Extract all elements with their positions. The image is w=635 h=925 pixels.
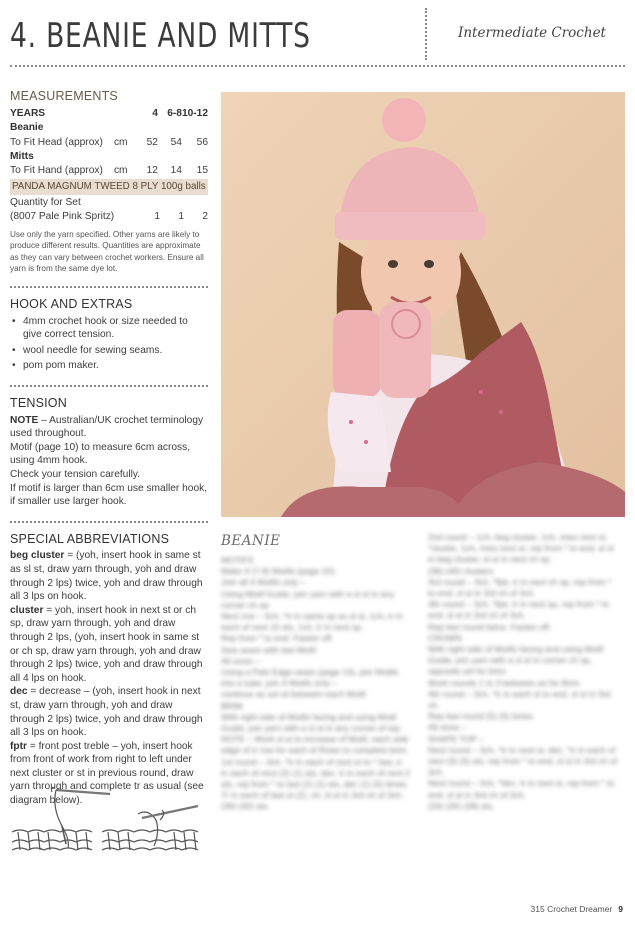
- measurements-table: [10, 107, 208, 178]
- abbreviation-term: fptr: [10, 740, 27, 752]
- abbreviation-text: = (yoh, insert hook in same st as sl st, draw yarn through, yoh and draw through 2 lps) twice, yoh and draw through all 3 lps on hook.: [10, 550, 203, 603]
- value-cell: 1: [178, 211, 184, 223]
- model-photo: [221, 92, 625, 517]
- instruction-line: 3rd round – 3ch, *fptr, tr in next ch sp, rep from * to end, sl st in 3rd ch of 3ch.: [428, 576, 612, 599]
- instruction-line: Work rounds 1 to 3 between as for Brim.: [428, 677, 582, 688]
- abbreviation-text: = front post treble – yoh, insert hook from front of work from right to left under next cluster or st in previous round, draw yarn through and complete tr as usual (see diagram below).: [10, 740, 204, 807]
- value-cell: 15: [196, 165, 208, 177]
- abbreviations-list: [10, 549, 208, 807]
- value-cell: 1: [154, 211, 160, 223]
- beanie-instructions-col2: [428, 532, 618, 812]
- instruction-line: Rep last round twice. Fasten off.: [428, 621, 552, 632]
- unit-cell: cm: [113, 165, 128, 177]
- value-cell: 12: [146, 165, 158, 177]
- note-text: – Australian/UK crochet terminology used throughout.: [10, 414, 204, 440]
- table-row: [10, 210, 208, 224]
- table-row: [10, 107, 208, 121]
- abbreviation-term: beg cluster: [10, 550, 65, 562]
- row-label: To Fit Head (approx): [10, 136, 103, 148]
- section-divider: [10, 521, 208, 523]
- quantity-table: [10, 196, 208, 225]
- left-column: [10, 90, 208, 808]
- row-label: (8007 Pale Pink Spritz): [10, 211, 115, 223]
- header-divider: [10, 65, 625, 67]
- abbreviation-term: dec: [10, 686, 28, 698]
- years-label: YEARS: [10, 107, 46, 119]
- table-row: [10, 196, 208, 210]
- instruction-line: Next round – 3ch, *tr in next st, dec, *tr in each of next (3) (5) sts, rep from * to end, sl st in 3rd ch of 3ch.: [428, 744, 618, 778]
- tension-heading: TENSION: [10, 396, 67, 411]
- value-cell: 54: [170, 136, 182, 148]
- abbreviation-term: cluster: [10, 604, 44, 616]
- footer-text: 315 Crochet Dreamer: [530, 904, 613, 914]
- instruction-line: Sew seam with last Motif.: [221, 644, 318, 655]
- note-label: NOTE: [10, 414, 39, 426]
- page-number: 9: [618, 904, 623, 914]
- skill-level: Intermediate Crochet: [458, 25, 606, 41]
- tension-line: Motif (page 10) to measure 6cm across, using 4mm hook.: [10, 441, 191, 467]
- size-cell: 10-12: [181, 107, 208, 119]
- yarn-name: PANDA MAGNUM TWEED 8 PLY 100g balls: [10, 179, 208, 195]
- instruction-line: Join all 4 Motifs only –: [221, 577, 306, 588]
- instruction-line: Next round – 3ch, *dec, tr in next st, rep from * to end, sl st in 3rd ch of 3ch.: [428, 778, 615, 800]
- instruction-line: continue as set at between each Motif.: [221, 689, 368, 700]
- instruction-line: Using Motif Guide, join yarn with a sl st in any corner ch sp.: [221, 588, 395, 610]
- header-divider-vertical: [425, 8, 427, 60]
- instruction-line: BRIM: [221, 700, 243, 711]
- hook-heading: HOOK AND EXTRAS: [10, 297, 133, 312]
- table-row: [10, 149, 208, 163]
- instruction-line: NOTE – Work sl st to increase of Motif, each side edge of tr row for each of Rows to complete brim.: [221, 734, 409, 756]
- fptr-diagram: [10, 784, 200, 854]
- value-cell: 52: [146, 136, 158, 148]
- instruction-line: Rep from * to end. Fasten off.: [221, 633, 334, 644]
- instruction-line: CROWN: [428, 632, 462, 643]
- instruction-line: All sizes –: [221, 655, 260, 666]
- value-cell: 56: [196, 136, 208, 148]
- abbreviation-item: [10, 549, 208, 603]
- mitts-label: Mitts: [10, 150, 34, 162]
- quantity-label: Quantity for Set: [10, 197, 81, 209]
- abbreviation-item: [10, 604, 208, 686]
- instruction-line: SHAPE TOP –: [428, 733, 484, 744]
- abbreviation-item: [10, 685, 208, 739]
- row-label: To Fit Hand (approx): [10, 165, 103, 177]
- instruction-line: (36) (40) clusters.: [428, 565, 496, 576]
- hook-list: [10, 315, 208, 373]
- page-footer: [531, 904, 623, 914]
- instruction-line: MOTIFS: [221, 555, 254, 565]
- instruction-line: 1st round – 3ch, *tr in each of next st to * last, tr in each of next (2) (1) sts, dec, tr in each of next 2 sts, rep from * to last (2) (1) sts, dec (1) (5) times. Tr in each of last st (2), ch, sl st in 3rd ch of 3ch. (36) (40) sts.: [221, 756, 411, 812]
- measurements-heading: MEASUREMENTS: [10, 89, 118, 103]
- instruction-line: Rep last round (5) (5) times.: [428, 711, 535, 722]
- list-item: • wool needle for sewing seams.: [10, 344, 208, 358]
- instruction-line: Make 4 (7-8) Motifs (page 10).: [221, 566, 337, 577]
- page-title: 4. BEANIE AND MITTS: [10, 16, 311, 56]
- beanie-label: Beanie: [10, 122, 44, 134]
- beanie-heading: BEANIE: [221, 533, 281, 549]
- tension-line: If motif is larger than 6cm use smaller hook, if smaller use larger hook.: [10, 482, 208, 508]
- list-item: • 4mm crochet hook or size needed to give correct tension.: [10, 315, 208, 342]
- abbreviation-text: = decrease – (yoh, insert hook in next st, draw yarn through, yoh and draw through 2 lps) twice, yoh and draw through all 3 lps on hook.: [10, 686, 203, 739]
- value-cell: 2: [202, 211, 208, 223]
- tension-note: [10, 414, 208, 441]
- table-row: [10, 135, 208, 149]
- tension-line: Check your tension carefully.: [10, 469, 141, 481]
- instruction-line: 4th round – 3ch, *tr in each st to end, sl st in 3rd ch.: [428, 688, 611, 711]
- unit-cell: cm: [113, 136, 128, 148]
- instruction-line: (24) (26) (28) sts.: [428, 800, 495, 811]
- yarn-note: Use only the yarn specified. Other yarns are likely to produce different results. Quantities are approximate as they can vary between crochet workers. Ensure all yarn is from the same dye lot.: [10, 230, 204, 273]
- value-cell: 14: [170, 165, 182, 177]
- abbreviation-text: = yoh, insert hook in next st or ch sp, draw yarn through, yoh and draw through 2 lps, (yoh, insert hook in same st or ch sp, draw yarn through, yoh and draw through 2 lps) twice, yoh and draw through all 4 lps on hook.: [10, 604, 203, 684]
- instruction-line: With right side of Motifs facing and using Motif Guide, join yarn with a sl st in corner ch sp, opposite sel for brim.: [428, 644, 604, 677]
- instruction-line: Next row – 3ch, *tr in same sp as sl st, 1ch, tr in each of next 15 sts, 1ch, tr in next sp.: [221, 611, 403, 633]
- table-row: [10, 164, 208, 178]
- instruction-line: Using a Pale Edge seam (page 13), join Motifs into a tube, join 4 Motifs only –: [221, 667, 399, 689]
- size-cell: 4: [152, 107, 158, 119]
- instruction-line: 4th round – 3ch, *fptr, tr in next sp, rep from * to end, sl st in 3rd ch of 3ch.: [428, 599, 610, 621]
- table-row: [10, 121, 208, 135]
- abbreviations-heading: SPECIAL ABBREVIATIONS: [10, 531, 170, 546]
- section-divider: [10, 286, 208, 288]
- size-cell: 6-8: [167, 107, 182, 119]
- instruction-line: With right side of Motifs facing and using Motif Guide, join yarn with a sl st in any corner of top.: [221, 711, 403, 734]
- list-item: • pom pom maker.: [10, 359, 208, 373]
- instruction-line: All sizes –: [428, 722, 467, 733]
- instruction-line: 2nd round – 1ch, beg cluster, 1ch, miss next st, *cluster, 1ch, miss next st, rep from * to end, sl st in beg cluster, sl st in next ch sp.: [428, 532, 614, 565]
- section-divider: [10, 385, 208, 387]
- beanie-instructions-col1: [221, 555, 411, 813]
